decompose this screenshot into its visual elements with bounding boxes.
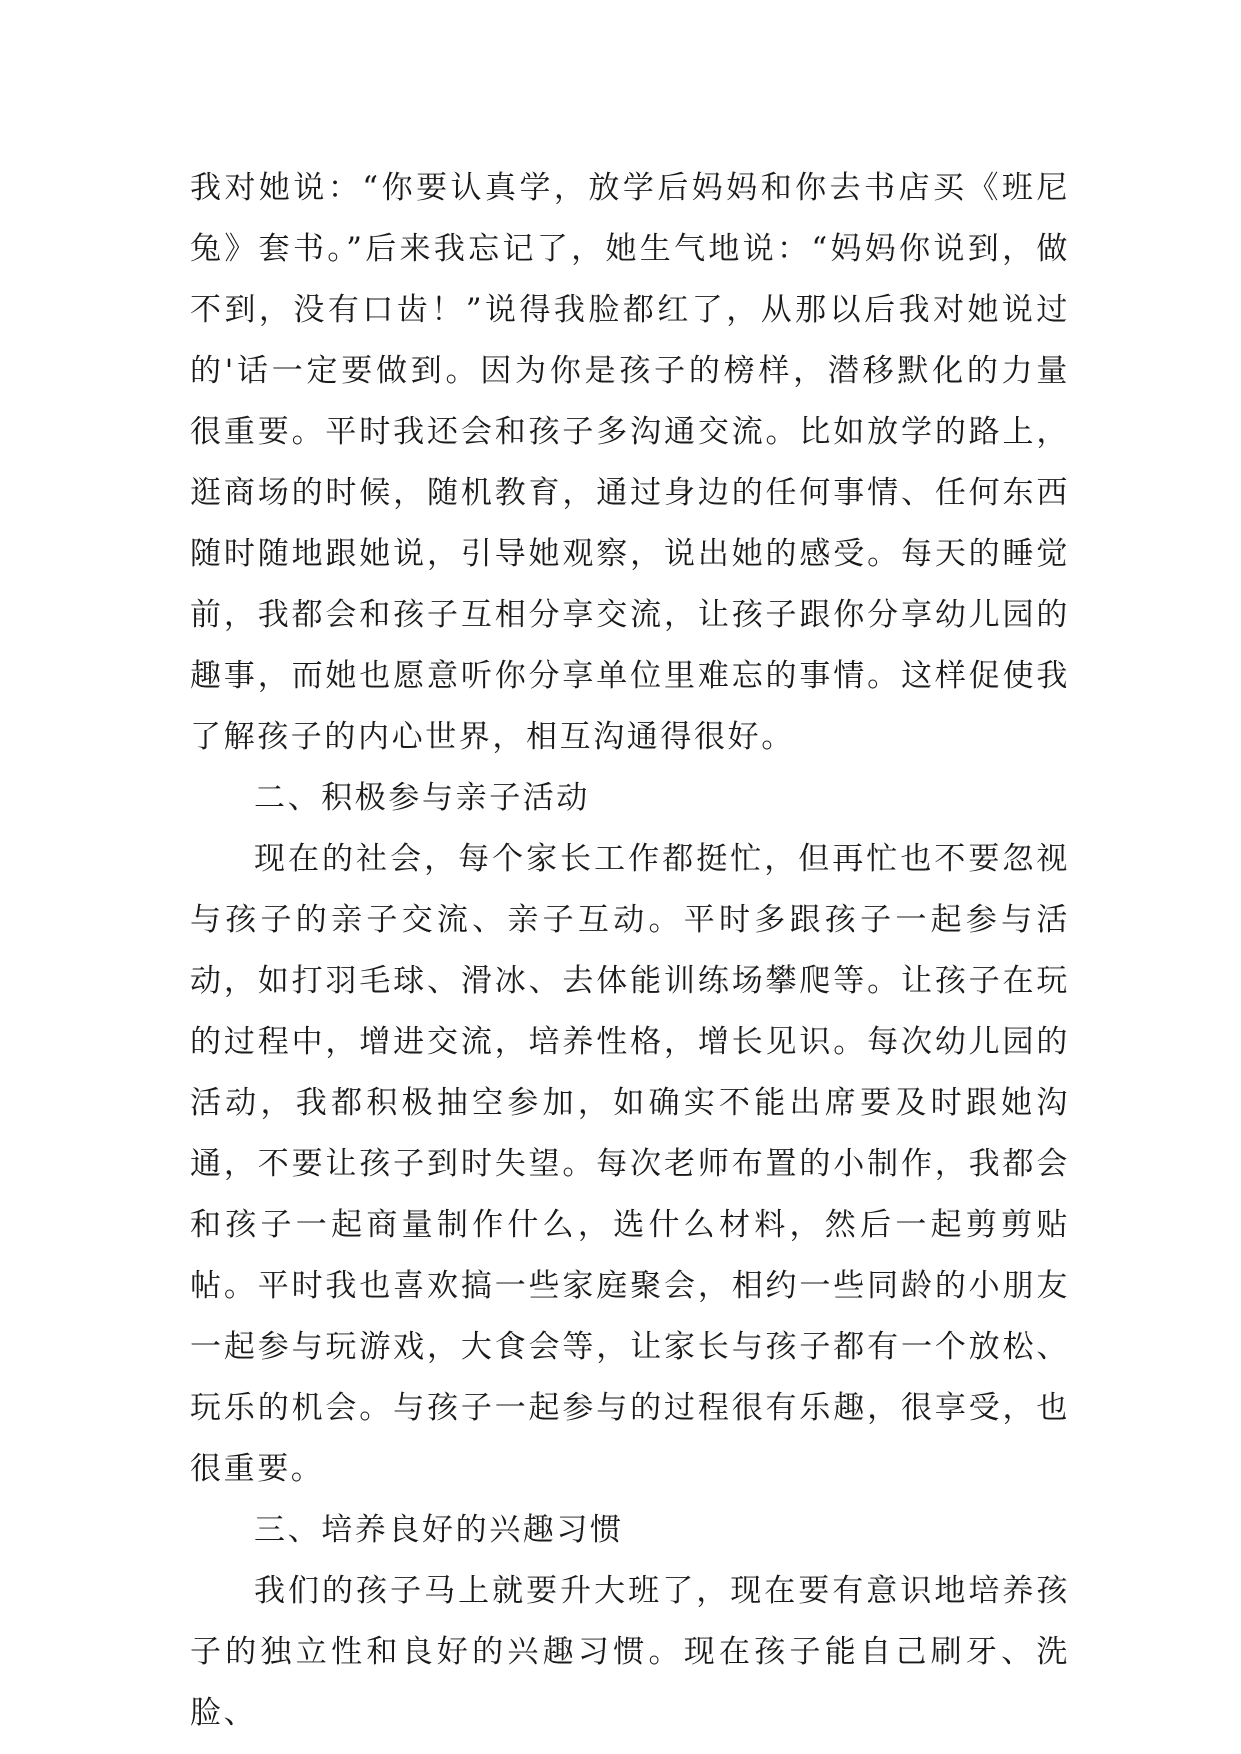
document-body [190, 158, 1070, 1744]
paragraph-continuation: 我对她说：“你要认真学，放学后妈妈和你去书店买《班尼兔》套书。”后来我忘记了，她生气地说：“妈妈你说到，做不到，没有口齿！”说得我脸都红了，从那以后我对她说过的'话一定要做到。因为你是孩子的榜样，潜移默化的力量很重要。平时我还会和孩子多沟通交流。比如放学的路上，逛商场的时候，随机教育，通过身边的任何事情、任何东西随时随地跟她说，引导她观察，说出她的感受。每天的睡觉前，我都会和孩子互相分享交流，让孩子跟你分享幼儿园的趣事，而她也愿意听你分享单位里难忘的事情。这样促使我了解孩子的内心世界，相互沟通得很好。 [190, 170, 1070, 755]
paragraph-interest-habits: 我们的孩子马上就要升大班了，现在要有意识地培养孩子的独立性和良好的兴趣习惯。现在孩子能自己刷牙、洗脸、 [190, 1573, 1070, 1731]
paragraph-parent-child-activities: 现在的社会，每个家长工作都挺忙，但再忙也不要忽视与孩子的亲子交流、亲子互动。平时多跟孩子一起参与活动，如打羽毛球、滑冰、去体能训练场攀爬等。让孩子在玩的过程中，增进交流，培养性格，增长见识。每次幼儿园的活动，我都积极抽空参加，如确实不能出席要及时跟她沟通，不要让孩子到时失望。每次老师布置的小制作，我都会和孩子一起商量制作什么，选什么材料，然后一起剪剪贴帖。平时我也喜欢搞一些家庭聚会，相约一些同龄的小朋友一起参与玩游戏，大食会等，让家长与孩子都有一个放松、玩乐的机会。与孩子一起参与的过程很有乐趣，很享受，也很重要。 [190, 841, 1070, 1487]
section-heading-3: 三、培养良好的兴趣习惯 [254, 1512, 624, 1548]
section-heading-2: 二、积极参与亲子活动 [254, 780, 590, 816]
